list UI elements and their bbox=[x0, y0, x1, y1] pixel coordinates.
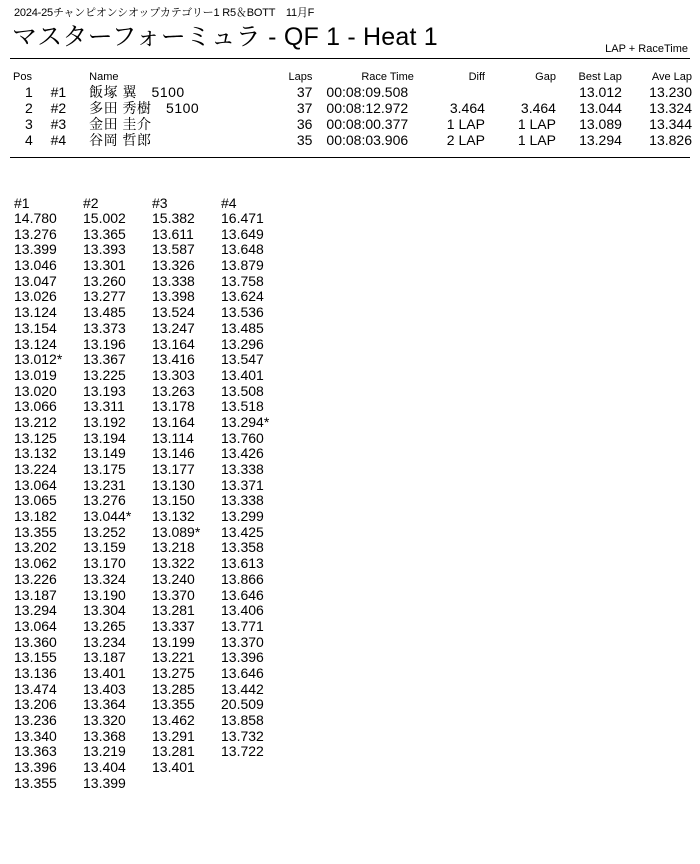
lap-time: 13.218 bbox=[152, 539, 195, 556]
lap-time: 13.226 bbox=[14, 570, 57, 587]
result-ave-lap: 13.230 bbox=[649, 84, 692, 100]
lap-time: 14.780 bbox=[14, 210, 57, 226]
lap-time: 13.221 bbox=[152, 649, 195, 666]
lap-column-header: #1 bbox=[14, 195, 30, 211]
lap-time: 13.340 bbox=[14, 727, 57, 744]
lap-time: 13.416 bbox=[152, 351, 195, 368]
lap-time: 13.611 bbox=[152, 225, 194, 242]
lap-time: 13.136 bbox=[14, 664, 57, 681]
result-car-number: #3 bbox=[50, 116, 67, 132]
table-row bbox=[10, 84, 692, 100]
lap-time: 13.260 bbox=[83, 272, 126, 289]
result-best-lap: 13.012 bbox=[579, 84, 622, 100]
lap-time: 13.020 bbox=[14, 382, 57, 399]
lap-time: 13.150 bbox=[152, 492, 195, 509]
column-header-ave-lap: Ave Lap bbox=[651, 71, 692, 83]
result-gap: 3.464 bbox=[520, 100, 556, 116]
lap-times-grid bbox=[14, 196, 290, 791]
column-header-name: Name bbox=[89, 71, 119, 83]
lap-time: 13.212 bbox=[14, 413, 57, 430]
column-header-pos: Pos bbox=[13, 71, 32, 83]
lap-time: 13.649 bbox=[221, 225, 264, 242]
lap-time: 13.062 bbox=[14, 555, 57, 572]
lap-time: 13.124 bbox=[14, 304, 57, 321]
lap-time: 13.322 bbox=[152, 555, 195, 572]
lap-time: 13.370 bbox=[152, 586, 195, 603]
lap-time: 13.263 bbox=[152, 382, 195, 399]
lap-time: 13.170 bbox=[83, 555, 126, 572]
lap-column bbox=[221, 196, 290, 791]
lap-time: 13.199 bbox=[152, 633, 195, 650]
lap-time: 13.406 bbox=[221, 602, 264, 619]
lap-time: 13.012* bbox=[14, 351, 63, 368]
result-best-lap: 13.089 bbox=[579, 116, 622, 132]
lap-time: 13.613 bbox=[221, 555, 264, 572]
lap-time: 13.252 bbox=[83, 523, 126, 540]
lap-time: 13.130 bbox=[152, 476, 195, 493]
lap-time: 13.066 bbox=[14, 398, 57, 415]
lap-time: 13.277 bbox=[83, 288, 126, 305]
lap-time: 13.442 bbox=[221, 680, 264, 697]
lap-time: 13.247 bbox=[152, 319, 195, 336]
report-type-label: LAP + RaceTime bbox=[605, 43, 688, 55]
lap-time: 13.311 bbox=[83, 398, 125, 415]
lap-time: 13.355 bbox=[14, 523, 57, 540]
lap-time: 13.587 bbox=[152, 241, 195, 258]
results-header-row bbox=[10, 70, 692, 84]
lap-time: 13.291 bbox=[152, 727, 195, 744]
lap-time: 13.194 bbox=[83, 429, 126, 446]
lap-time: 13.276 bbox=[14, 225, 57, 242]
lap-time: 13.324 bbox=[83, 570, 126, 587]
lap-time: 13.401 bbox=[83, 664, 126, 681]
lap-column-header: #3 bbox=[152, 195, 168, 211]
lap-time: 13.370 bbox=[221, 633, 264, 650]
lap-time: 13.524 bbox=[152, 304, 195, 321]
lap-time: 13.114 bbox=[152, 429, 194, 446]
result-gap bbox=[485, 84, 556, 100]
lap-time: 13.304 bbox=[83, 602, 126, 619]
lap-time: 13.858 bbox=[221, 712, 264, 728]
table-row bbox=[10, 132, 692, 148]
result-race-time: 00:08:00.377 bbox=[326, 116, 409, 132]
lap-time: 13.648 bbox=[221, 241, 264, 258]
result-diff: 2 LAP bbox=[446, 132, 485, 148]
lap-time: 13.398 bbox=[152, 288, 195, 305]
lap-time: 13.547 bbox=[221, 351, 264, 368]
lap-time: 13.401 bbox=[221, 366, 264, 383]
lap-time: 13.187 bbox=[14, 586, 57, 603]
lap-time: 13.275 bbox=[152, 664, 195, 681]
lap-time: 13.065 bbox=[14, 492, 57, 509]
result-diff bbox=[414, 84, 485, 100]
lap-time: 13.365 bbox=[83, 225, 126, 242]
lap-time: 13.355 bbox=[152, 696, 195, 713]
lap-time: 13.338 bbox=[221, 461, 264, 477]
lap-column-header: #2 bbox=[83, 195, 99, 211]
lap-time: 13.371 bbox=[221, 476, 264, 493]
lap-time: 13.303 bbox=[152, 366, 195, 383]
lap-time: 13.064 bbox=[14, 476, 57, 493]
table-row bbox=[10, 100, 692, 116]
lap-time: 13.485 bbox=[221, 319, 264, 336]
lap-time: 13.182 bbox=[14, 508, 57, 525]
column-header-best-lap: Best Lap bbox=[578, 71, 622, 83]
lap-time: 13.338 bbox=[221, 492, 264, 509]
result-car-number: #4 bbox=[50, 132, 67, 148]
result-laps: 37 bbox=[296, 100, 313, 116]
lap-time: 13.177 bbox=[152, 461, 195, 477]
lap-time: 13.879 bbox=[221, 257, 264, 274]
result-car-number: #2 bbox=[50, 100, 67, 116]
lap-time: 13.047 bbox=[14, 272, 57, 289]
header-divider bbox=[10, 58, 690, 59]
lap-time: 13.159 bbox=[83, 539, 126, 556]
lap-time: 13.219 bbox=[83, 743, 126, 760]
result-best-lap: 13.294 bbox=[579, 132, 622, 148]
lap-time: 13.164 bbox=[152, 413, 195, 430]
lap-time: 13.044* bbox=[83, 508, 132, 525]
lap-time: 13.234 bbox=[83, 633, 126, 650]
result-driver-name: 多田 秀樹 5100 bbox=[89, 100, 200, 116]
lap-time: 13.646 bbox=[221, 586, 264, 603]
result-driver-name: 金田 圭介 bbox=[89, 116, 152, 132]
lap-time: 13.373 bbox=[83, 319, 126, 336]
lap-time: 13.294 bbox=[14, 602, 57, 619]
result-pos: 4 bbox=[25, 132, 33, 148]
lap-time: 13.202 bbox=[14, 539, 57, 556]
results-divider bbox=[10, 157, 690, 158]
lap-time: 13.175 bbox=[83, 461, 126, 477]
lap-time: 13.368 bbox=[83, 727, 126, 744]
lap-time: 13.281 bbox=[152, 743, 195, 760]
lap-time: 13.064 bbox=[14, 617, 57, 634]
lap-time: 13.225 bbox=[83, 366, 126, 383]
lap-time: 13.403 bbox=[83, 680, 126, 697]
result-race-time: 00:08:03.906 bbox=[326, 132, 409, 148]
lap-time: 13.149 bbox=[83, 445, 126, 462]
lap-time: 13.722 bbox=[221, 743, 264, 760]
result-laps: 35 bbox=[296, 132, 313, 148]
lap-time: 13.425 bbox=[221, 523, 264, 540]
result-best-lap: 13.044 bbox=[579, 100, 622, 116]
result-ave-lap: 13.344 bbox=[649, 116, 692, 132]
lap-time: 13.299 bbox=[221, 508, 264, 525]
lap-time: 13.404 bbox=[83, 759, 126, 776]
lap-time: 13.401 bbox=[152, 759, 195, 776]
lap-time: 20.509 bbox=[221, 696, 264, 713]
lap-time: 15.382 bbox=[152, 210, 195, 226]
page-title: マスターフォーミュラ - QF 1 - Heat 1 bbox=[12, 23, 438, 51]
lap-time: 13.396 bbox=[14, 759, 57, 776]
lap-time: 15.002 bbox=[83, 210, 126, 226]
lap-time: 13.190 bbox=[83, 586, 126, 603]
result-ave-lap: 13.826 bbox=[649, 132, 692, 148]
lap-time: 13.236 bbox=[14, 712, 57, 728]
column-header-car bbox=[51, 70, 90, 84]
lap-time: 13.124 bbox=[14, 335, 57, 352]
lap-time: 13.732 bbox=[221, 727, 264, 744]
result-race-time: 00:08:09.508 bbox=[326, 84, 409, 100]
table-row bbox=[10, 116, 692, 132]
result-driver-name: 谷岡 哲郎 bbox=[89, 132, 152, 148]
lap-time: 13.178 bbox=[152, 398, 195, 415]
lap-time: 13.367 bbox=[83, 351, 126, 368]
result-car-number: #1 bbox=[50, 84, 67, 100]
lap-time: 13.364 bbox=[83, 696, 126, 713]
lap-column bbox=[152, 196, 221, 791]
lap-time: 13.294* bbox=[221, 413, 270, 430]
result-diff: 3.464 bbox=[449, 100, 485, 116]
lap-time: 13.206 bbox=[14, 696, 57, 713]
result-diff: 1 LAP bbox=[446, 116, 485, 132]
lap-time: 13.396 bbox=[221, 649, 264, 666]
lap-time: 13.046 bbox=[14, 257, 57, 274]
lap-time: 13.281 bbox=[152, 602, 195, 619]
lap-time: 13.320 bbox=[83, 712, 126, 728]
lap-column-header: #4 bbox=[221, 195, 237, 211]
lap-time: 13.326 bbox=[152, 257, 195, 274]
lap-time: 13.155 bbox=[14, 649, 57, 666]
column-header-race-time: Race Time bbox=[361, 71, 414, 83]
lap-time: 13.358 bbox=[221, 539, 264, 556]
result-pos: 1 bbox=[25, 84, 33, 100]
lap-time: 13.399 bbox=[83, 774, 126, 791]
result-laps: 37 bbox=[296, 84, 313, 100]
lap-time: 13.758 bbox=[221, 272, 264, 289]
lap-time: 13.624 bbox=[221, 288, 264, 305]
result-gap: 1 LAP bbox=[517, 116, 556, 132]
result-gap: 1 LAP bbox=[517, 132, 556, 148]
lap-time: 13.536 bbox=[221, 304, 264, 321]
lap-time: 13.125 bbox=[14, 429, 57, 446]
lap-time: 13.337 bbox=[152, 617, 195, 634]
lap-time: 13.399 bbox=[14, 241, 57, 258]
lap-time: 16.471 bbox=[221, 210, 264, 226]
lap-time: 13.866 bbox=[221, 570, 264, 587]
lap-time: 13.338 bbox=[152, 272, 195, 289]
lap-time: 13.355 bbox=[14, 774, 57, 791]
result-race-time: 00:08:12.972 bbox=[326, 100, 409, 116]
results-table bbox=[10, 70, 692, 148]
lap-time: 13.360 bbox=[14, 633, 57, 650]
result-ave-lap: 13.324 bbox=[649, 100, 692, 116]
lap-time: 13.508 bbox=[221, 382, 264, 399]
lap-time: 13.393 bbox=[83, 241, 126, 258]
lap-time: 13.196 bbox=[83, 335, 126, 352]
lap-time: 13.231 bbox=[83, 476, 126, 493]
result-pos: 3 bbox=[25, 116, 33, 132]
column-header-gap: Gap bbox=[535, 71, 556, 83]
lap-time: 13.193 bbox=[83, 382, 126, 399]
lap-time: 13.019 bbox=[14, 366, 57, 383]
lap-time: 13.265 bbox=[83, 617, 126, 634]
lap-time: 13.301 bbox=[83, 257, 126, 274]
lap-time: 13.485 bbox=[83, 304, 126, 321]
lap-time: 13.146 bbox=[152, 445, 195, 462]
lap-time: 13.164 bbox=[152, 335, 195, 352]
lap-time: 13.240 bbox=[152, 570, 195, 587]
lap-time: 13.285 bbox=[152, 680, 195, 697]
lap-time: 13.276 bbox=[83, 492, 126, 509]
column-header-diff: Diff bbox=[468, 71, 485, 83]
lap-time: 13.474 bbox=[14, 680, 57, 697]
lap-column bbox=[83, 196, 152, 791]
lap-time: 13.132 bbox=[14, 445, 57, 462]
result-pos: 2 bbox=[25, 100, 33, 116]
lap-time: 13.154 bbox=[14, 319, 57, 336]
event-name: 2024-25チャンピオンシオップカテゴリー1 R5＆BOTT 11月F bbox=[14, 7, 315, 19]
lap-time: 13.760 bbox=[221, 429, 264, 446]
result-laps: 36 bbox=[296, 116, 313, 132]
lap-time: 13.771 bbox=[221, 617, 264, 634]
lap-time: 13.132 bbox=[152, 508, 195, 525]
lap-time: 13.518 bbox=[221, 398, 264, 415]
lap-time: 13.363 bbox=[14, 743, 57, 760]
lap-time: 13.192 bbox=[83, 413, 126, 430]
lap-time: 13.426 bbox=[221, 445, 264, 462]
lap-time: 13.089* bbox=[152, 523, 201, 540]
lap-time: 13.462 bbox=[152, 712, 195, 728]
lap-time: 13.026 bbox=[14, 288, 57, 305]
lap-column bbox=[14, 196, 83, 791]
lap-time: 13.296 bbox=[221, 335, 264, 352]
column-header-laps: Laps bbox=[288, 71, 313, 83]
result-driver-name: 飯塚 翼 5100 bbox=[89, 84, 185, 100]
lap-time: 13.646 bbox=[221, 664, 264, 681]
lap-time: 13.224 bbox=[14, 461, 57, 477]
lap-time: 13.187 bbox=[83, 649, 126, 666]
